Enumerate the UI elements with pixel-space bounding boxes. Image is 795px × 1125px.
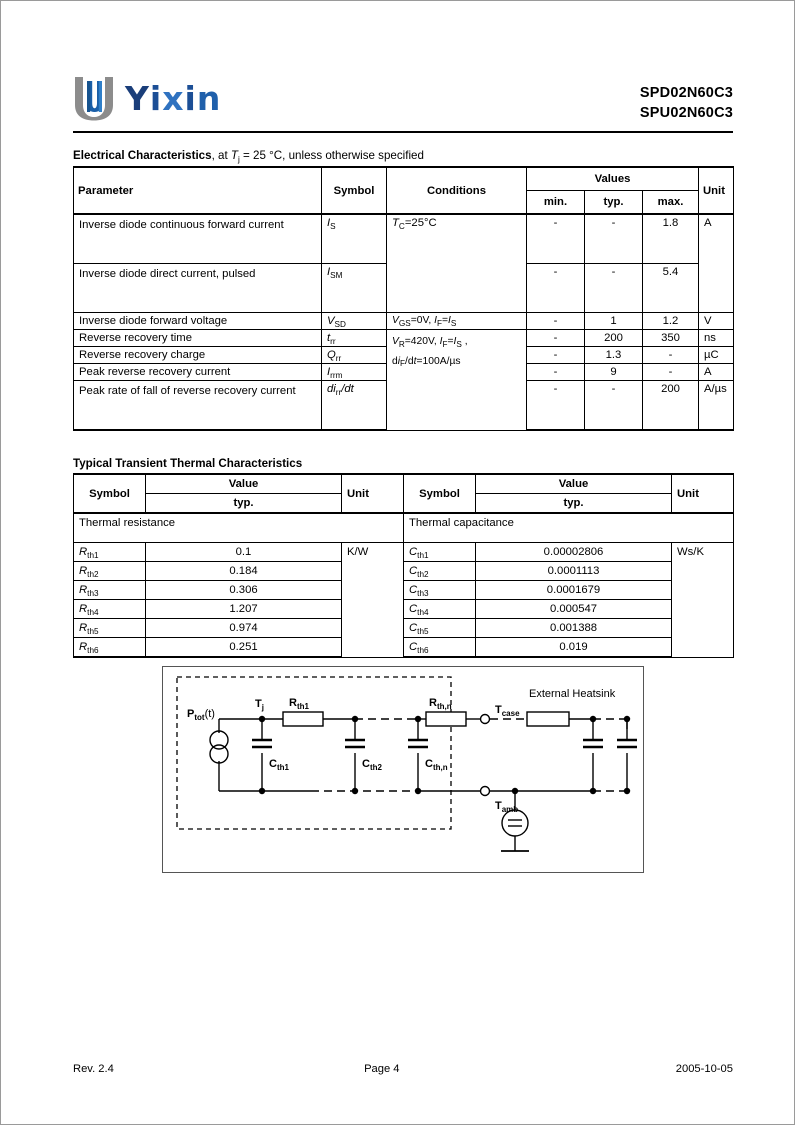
cell-value: 0.001388 [476, 619, 672, 638]
cell-value: 0.000547 [476, 600, 672, 619]
label-cth1: $C_{th1}$ [269, 758, 289, 772]
page-content [73, 61, 733, 873]
table-row [74, 600, 734, 619]
footer-date: 2005-10-05 [675, 1063, 733, 1075]
table-row [74, 638, 734, 658]
table-row [74, 214, 734, 264]
cell-max: 200 [643, 381, 699, 431]
cell-symbol: $t_{rr}$ [322, 330, 387, 347]
cell-symbol: $R_{th6}$ [74, 638, 146, 658]
thermal-group-row [74, 513, 734, 543]
page-footer [73, 1063, 733, 1075]
cell-typ: - [585, 264, 643, 313]
cell-value: 1.207 [146, 600, 342, 619]
table-row [74, 313, 734, 330]
cell-value: 0.184 [146, 562, 342, 581]
header-divider [73, 131, 733, 133]
label-external-heatsink: External Heatsink [529, 688, 616, 700]
cell-symbol: $C_{th5}$ [404, 619, 476, 638]
label-tcase: $T_{case}$ [495, 704, 520, 718]
cell-value: 0.1 [146, 543, 342, 562]
col-symbol: Symbol [322, 167, 387, 214]
col-conditions: Conditions [387, 167, 527, 214]
cell-typ: - [585, 214, 643, 264]
th-col-typ-left: typ. [146, 494, 342, 514]
cell-unit: A [699, 364, 734, 381]
th-col-value-right: Value [476, 474, 672, 494]
table-row [74, 619, 734, 638]
cell-condition: $T_C=25^\circ C$ [387, 214, 527, 313]
label-cth2: $C_{th2}$ [362, 758, 382, 772]
col-values: Values [527, 167, 699, 191]
cell-value: 0.251 [146, 638, 342, 658]
label-rthn: $R_{th,n}$ [429, 697, 452, 711]
cell-unit: K/W [342, 543, 404, 658]
cell-min: - [527, 364, 585, 381]
cell-max: 5.4 [643, 264, 699, 313]
cell-value: 0.0001679 [476, 581, 672, 600]
table-header-row [74, 167, 734, 191]
thermal-header-row [74, 474, 734, 494]
cell-symbol: $R_{th1}$ [74, 543, 146, 562]
part-number-2: SPU02N60C3 [639, 105, 733, 121]
th-col-unit-left: Unit [342, 474, 404, 513]
cell-symbol: $C_{th4}$ [404, 600, 476, 619]
footer-page-number: Page 4 [364, 1063, 400, 1075]
electrical-title-bold: Electrical Characteristics [73, 149, 212, 162]
cell-condition: $V_{GS}=0V$, $I_F=I_S$ [387, 313, 527, 330]
cell-parameter: Reverse recovery charge [74, 347, 322, 364]
table-row [74, 562, 734, 581]
cell-value: 0.0001113 [476, 562, 672, 581]
table-row [74, 543, 734, 562]
cell-min: - [527, 381, 585, 431]
th-col-typ-right: typ. [476, 494, 672, 514]
cell-min: - [527, 347, 585, 364]
table-row [74, 330, 734, 347]
label-rth1: $R_{th1}$ [289, 697, 309, 711]
th-col-value-left: Value [146, 474, 342, 494]
cell-typ: 200 [585, 330, 643, 347]
cell-condition: $V_R=420V$, $I_F=I_S$ , $di_F/dt=100A/\mu s$ [387, 330, 527, 431]
cell-max: - [643, 347, 699, 364]
cell-parameter: Inverse diode continuous forward current [74, 214, 322, 264]
page-header [73, 61, 733, 127]
cell-symbol: $C_{th2}$ [404, 562, 476, 581]
cell-max: 1.8 [643, 214, 699, 264]
cell-unit: µC [699, 347, 734, 364]
yixin-u-logo-icon [73, 75, 115, 121]
part-numbers [640, 83, 733, 123]
cell-symbol: $R_{th4}$ [74, 600, 146, 619]
label-tj: $T_j$ [255, 698, 264, 712]
cell-value: 0.306 [146, 581, 342, 600]
col-typ: typ. [585, 191, 643, 215]
cell-symbol: $V_{SD}$ [322, 313, 387, 330]
cell-symbol: $R_{th5}$ [74, 619, 146, 638]
cell-symbol: $R_{th2}$ [74, 562, 146, 581]
col-unit: Unit [699, 167, 734, 214]
label-cthn: $C_{th,n}$ [425, 758, 448, 772]
cell-max: - [643, 364, 699, 381]
cell-max: 350 [643, 330, 699, 347]
cell-typ: 9 [585, 364, 643, 381]
brand-name: Yixin [125, 78, 222, 118]
cell-unit: V [699, 313, 734, 330]
cell-symbol: $I_{SM}$ [322, 264, 387, 313]
cell-unit: Ws/K [672, 543, 734, 658]
cell-symbol: $I_{rrm}$ [322, 364, 387, 381]
part-number-1: SPD02N60C3 [639, 85, 733, 101]
cell-symbol: $Q_{rr}$ [322, 347, 387, 364]
cell-unit: ns [699, 330, 734, 347]
cell-parameter: Peak rate of fall of reverse recovery current [74, 381, 322, 431]
cell-unit: A [699, 214, 734, 313]
cell-unit: A/µs [699, 381, 734, 431]
thermal-resistance-group-label: Thermal resistance [74, 513, 404, 543]
col-max: max. [643, 191, 699, 215]
footer-revision: Rev. 2.4 [73, 1063, 114, 1075]
transient-thermal-table [73, 473, 734, 658]
electrical-characteristics-table [73, 166, 734, 431]
cell-parameter: Reverse recovery time [74, 330, 322, 347]
cell-min: - [527, 214, 585, 264]
cell-value: 0.00002806 [476, 543, 672, 562]
col-min: min. [527, 191, 585, 215]
cell-symbol: $di_{rr}/dt$ [322, 381, 387, 431]
thermal-capacitance-group-label: Thermal capacitance [404, 513, 734, 543]
cell-min: - [527, 264, 585, 313]
cell-max: 1.2 [643, 313, 699, 330]
cell-parameter: Peak reverse recovery current [74, 364, 322, 381]
brand-logo [73, 75, 221, 121]
cell-typ: 1.3 [585, 347, 643, 364]
cell-value: 0.019 [476, 638, 672, 658]
electrical-title-rest: , at $T_j = 25$ °C, unless otherwise specified [211, 149, 424, 164]
th-col-symbol-left: Symbol [74, 474, 146, 513]
label-ptot: $P_{tot}(t)$ [187, 708, 215, 722]
cell-parameter: Inverse diode direct current, pulsed [74, 264, 322, 313]
cell-min: - [527, 330, 585, 347]
cell-symbol: $C_{th6}$ [404, 638, 476, 658]
table-row [74, 581, 734, 600]
cell-parameter: Inverse diode forward voltage [74, 313, 322, 330]
circuit-svg [163, 667, 641, 870]
cell-symbol: $C_{th3}$ [404, 581, 476, 600]
col-parameter: Parameter [74, 167, 322, 214]
th-col-symbol-right: Symbol [404, 474, 476, 513]
cell-min: - [527, 313, 585, 330]
th-col-unit-right: Unit [672, 474, 734, 513]
label-tamb: $T_{amb}$ [495, 800, 519, 814]
electrical-section-title [73, 149, 733, 162]
cell-typ: 1 [585, 313, 643, 330]
thermal-equivalent-circuit-diagram [162, 666, 644, 873]
thermal-section-title: Typical Transient Thermal Characteristics [73, 457, 303, 470]
cell-symbol: $C_{th1}$ [404, 543, 476, 562]
cell-typ: - [585, 381, 643, 431]
cell-value: 0.974 [146, 619, 342, 638]
cell-symbol: $R_{th3}$ [74, 581, 146, 600]
cell-symbol: $I_S$ [322, 214, 387, 264]
